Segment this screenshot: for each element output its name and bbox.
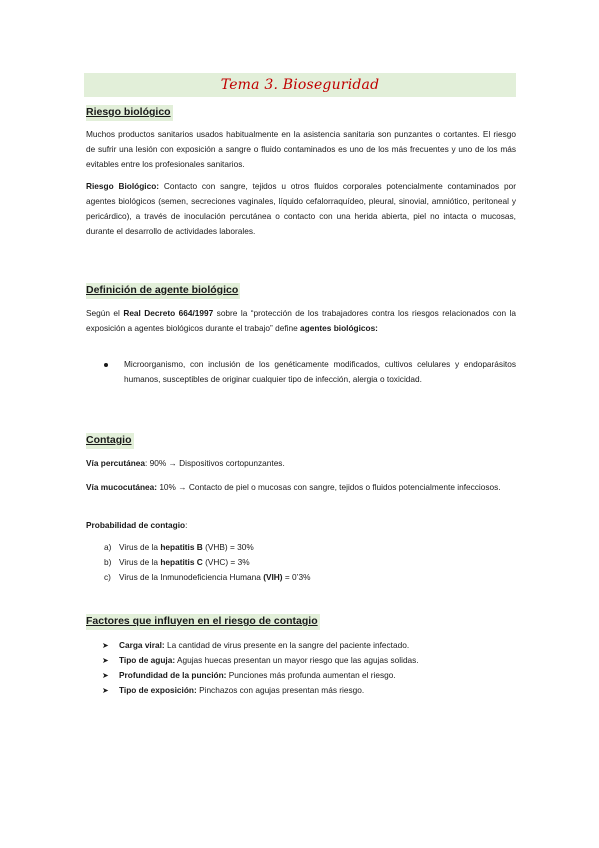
item-bold: (VIH)	[263, 572, 283, 582]
text-proteccion: sobre la “protección de los trabajadores contra los riesgos relacionados con la exposición a agentes biológicos durante el trabajo” define	[86, 308, 516, 333]
term-riesgo-biologico: Riesgo Biológico:	[86, 181, 160, 191]
arrowhead-icon: ➤	[102, 641, 109, 650]
item-text: Virus de la	[119, 557, 161, 567]
item-bold: Carga viral:	[119, 640, 165, 650]
bullet-text: Microorganismo, con inclusión de los genéticamente modificados, cultivos celulares y endoparásitos humanos, susceptibles de originar cualquier tipo de infección, alergia o toxicidad.	[124, 359, 516, 384]
paragraph-probabilidad	[86, 518, 516, 533]
arrowhead-icon: ➤	[102, 671, 109, 680]
factores-list	[86, 638, 516, 698]
probabilidad-colon: :	[185, 520, 188, 530]
item-text: Virus de la Inmunodeficiencia Humana	[119, 572, 264, 582]
item-bold: hepatitis B	[160, 542, 203, 552]
bullet-icon	[104, 363, 108, 367]
paragraph-via-percutanea	[86, 456, 516, 471]
item-text: Virus de la	[119, 542, 161, 552]
list-item	[86, 570, 516, 585]
paragraph-intro: Muchos productos sanitarios usados habitualmente en la asistencia sanitaria son punzantes o cortantes. El riesgo de sufrir una lesión con exposición a sangre o fluido contaminados es uno de los más frecuentes y uno de los más evitables entre los profesionales sanitarios.	[86, 129, 516, 169]
list-item	[86, 555, 516, 570]
title-banner	[84, 73, 516, 97]
item-bold: hepatitis C	[160, 557, 203, 567]
item-text: La cantidad de virus presente en la sangre del paciente infectado.	[164, 640, 410, 650]
arrowhead-icon: ➤	[102, 686, 109, 695]
list-item	[86, 683, 516, 698]
heading-contagio: Contagio	[86, 433, 134, 449]
term-via-percutanea: Vía percutánea	[86, 458, 146, 468]
item-bold: Tipo de aguja:	[119, 655, 176, 665]
via-mucocutanea-text: 10% → Contacto de piel o mucosas con sangre, tejidos o fluidos potencialmente infecciosos.	[157, 482, 501, 492]
via-percutanea-text: : 90% → Dispositivos cortopunzantes.	[145, 458, 285, 468]
list-item	[86, 668, 516, 683]
term-via-mucocutanea: Vía mucocutánea:	[86, 482, 158, 492]
heading-riesgo-biologico: Riesgo biológico	[86, 105, 173, 121]
term-real-decreto: Real Decreto 664/1997	[123, 308, 214, 318]
list-item	[86, 638, 516, 653]
item-bold: Tipo de exposición:	[119, 685, 197, 695]
arrowhead-icon: ➤	[102, 656, 109, 665]
item-text: Agujas huecas presentan un mayor riesgo que las agujas solidas.	[175, 655, 419, 665]
item-text: = 0’3%	[282, 572, 311, 582]
item-text: Punciones más profunda aumentan el riesgo.	[226, 670, 396, 680]
item-text: (VHC) = 3%	[202, 557, 250, 567]
term-agentes-biologicos: agentes biológicos:	[300, 323, 378, 333]
item-text: Pinchazos con agujas presentan más riesgo.	[196, 685, 365, 695]
document-title: Tema 3. Bioseguridad	[220, 77, 380, 93]
term-probabilidad: Probabilidad de contagio	[86, 520, 186, 530]
probabilidad-list	[86, 540, 516, 585]
list-item	[86, 357, 516, 387]
text-segun: Según el	[86, 308, 124, 318]
list-marker: b)	[104, 557, 112, 567]
paragraph-riesgo-definicion	[86, 179, 516, 239]
list-item	[86, 540, 516, 555]
definicion-bullet-list	[86, 357, 516, 387]
paragraph-real-decreto	[86, 306, 516, 336]
item-bold: Profundidad de la punción:	[119, 670, 227, 680]
item-text: (VHB) = 30%	[202, 542, 254, 552]
heading-factores: Factores que influyen en el riesgo de contagio	[86, 614, 320, 630]
list-marker: c)	[104, 572, 111, 582]
paragraph-via-mucocutanea	[86, 480, 516, 495]
list-item	[86, 653, 516, 668]
riesgo-definicion-text: Contacto con sangre, tejidos u otros fluidos corporales potencialmente contaminados por agentes biológicos (semen, secreciones vaginales, líquido cefalorraquídeo, pleural, sinovial, amniótico, peritoneal y pericárdico), a través de inoculación percutánea o contacto con una herida abierta, piel no intacta o mucosas, durante el desarrollo de actividades laborales.	[86, 181, 516, 236]
heading-definicion-agente: Definición de agente biológico	[86, 283, 240, 299]
list-marker: a)	[104, 542, 112, 552]
